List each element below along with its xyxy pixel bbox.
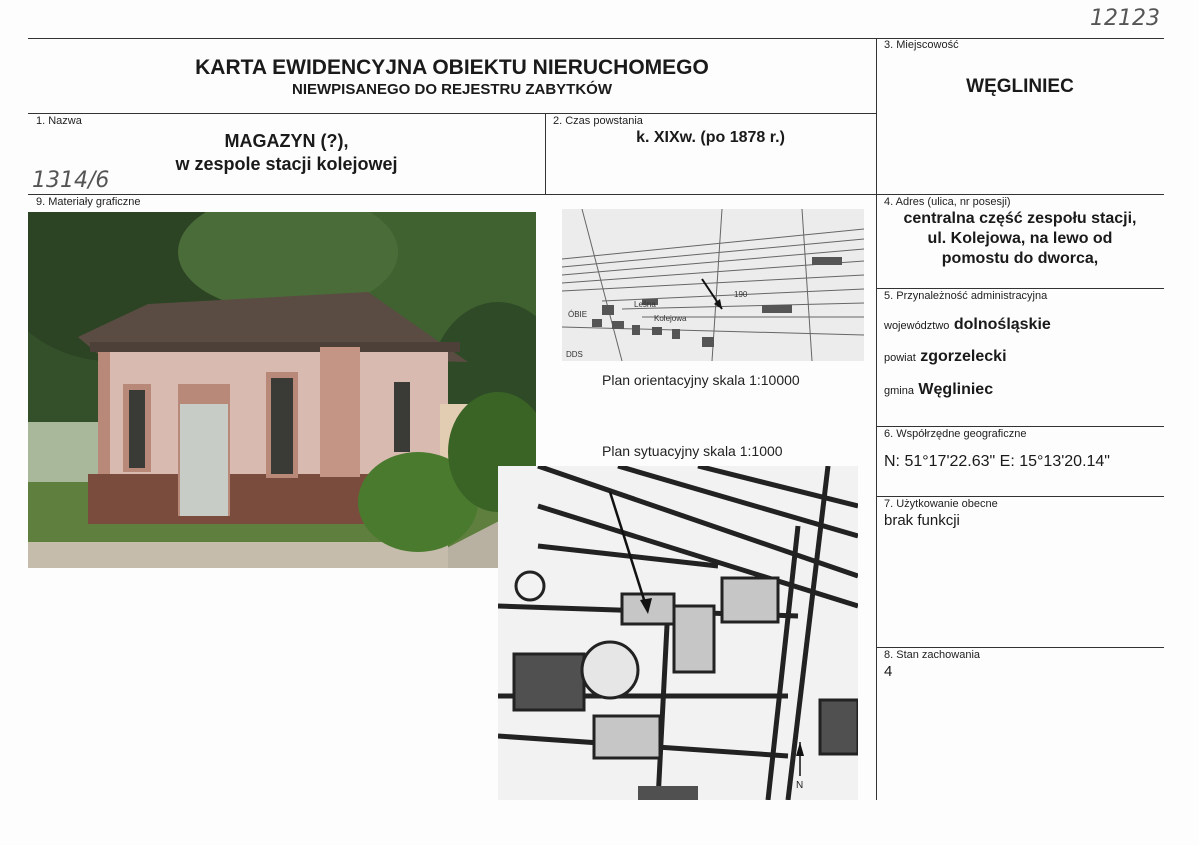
nazwa-label: 1. Nazwa xyxy=(36,115,82,127)
divider-przynaleznosc-bottom xyxy=(876,426,1164,427)
divider-top xyxy=(28,38,1164,39)
adres-label: 4. Adres (ulica, nr posesji) xyxy=(884,196,1011,208)
wojewodztwo-row xyxy=(884,316,1051,334)
miejscowosc-label: 3. Miejscowość xyxy=(884,39,959,51)
powiat-value: zgorzelecki xyxy=(920,348,1007,365)
uzytkowanie-value: brak funkcji xyxy=(884,512,960,529)
stan-label: 8. Stan zachowania xyxy=(884,649,981,661)
divider-wspolrzedne-bottom xyxy=(876,496,1164,497)
nazwa-line2: w zespole stacji kolejowej xyxy=(175,154,398,174)
orientation-map xyxy=(562,209,864,361)
divider-header-bottom xyxy=(28,113,876,114)
wspolrzedne-label: 6. Współrzędne geograficzne xyxy=(884,428,1027,440)
divider-row2-bottom xyxy=(28,194,1164,195)
divider-adres-bottom xyxy=(876,288,1164,289)
powiat-row xyxy=(884,348,1007,366)
gmina-value: Węgliniec xyxy=(918,381,994,398)
nazwa-line1: MAGAZYN (?), xyxy=(224,131,349,151)
wojewodztwo-label: województwo xyxy=(884,320,950,332)
card-title: KARTA EWIDENCYJNA OBIEKTU NIERUCHOMEGO xyxy=(195,56,709,79)
gmina-row xyxy=(884,381,993,399)
card-subtitle: NIEWPISANEGO DO REJESTRU ZABYTKÓW xyxy=(291,81,613,98)
adres-line1: centralna część zespołu stacji, xyxy=(903,210,1137,227)
orientation-map-street-label: Kolejowa xyxy=(654,314,687,323)
orientation-map-label-dds: DDS xyxy=(566,350,583,359)
situation-map-caption: Plan sytuacyjny skala 1:1000 xyxy=(602,443,783,459)
handwritten-register-number: 1314/6 xyxy=(32,168,110,193)
orientation-map-label-obie: ÓBIE xyxy=(568,310,588,319)
divider-uzytkowanie-bottom xyxy=(876,647,1164,648)
gmina-label: gmina xyxy=(884,385,914,397)
czas-label: 2. Czas powstania xyxy=(553,115,643,127)
orientation-map-height-label: 190 xyxy=(734,290,748,299)
wspolrzedne-value: N: 51°17'22.63" E: 15°13'20.14" xyxy=(884,453,1110,470)
adres-line2: ul. Kolejowa, na lewo od xyxy=(927,230,1113,247)
orientation-map-label-lesna: Leśna xyxy=(634,300,656,309)
divider-right-column xyxy=(876,38,877,800)
uzytkowanie-label: 7. Użytkowanie obecne xyxy=(884,498,998,510)
powiat-label: powiat xyxy=(884,352,916,364)
divider-nazwa-czas xyxy=(545,113,546,194)
orientation-map-caption: Plan orientacyjny skala 1:10000 xyxy=(602,372,800,388)
materialy-label: 9. Materiały graficzne xyxy=(36,196,141,208)
handwritten-catalog-number: 12123 xyxy=(1090,6,1160,31)
north-arrow-label: N xyxy=(796,780,804,791)
building-photo xyxy=(28,212,536,568)
stan-value: 4 xyxy=(884,663,893,680)
wojewodztwo-value: dolnośląskie xyxy=(953,316,1051,333)
przynaleznosc-label: 5. Przynależność administracyjna xyxy=(884,290,1048,302)
czas-value: k. XIXw. (po 1878 r.) xyxy=(636,129,785,146)
situation-map xyxy=(498,466,858,800)
miejscowosc-value: WĘGLINIEC xyxy=(966,76,1074,97)
adres-line3: pomostu do dworca, xyxy=(941,250,1099,267)
